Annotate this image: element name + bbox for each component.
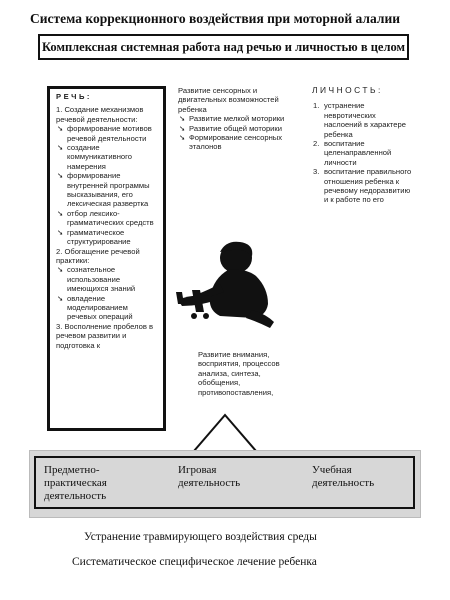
arrow-down-right-icon: ➘ bbox=[179, 133, 186, 143]
arrow-down-right-icon: ➘ bbox=[57, 143, 64, 153]
personality-block bbox=[312, 86, 412, 205]
sensory-intro: Развитие сенсорных и двигательных возможностей ребенка bbox=[178, 86, 279, 114]
stage-practical-activity: Предметно-практическая деятельность bbox=[44, 464, 107, 502]
personality-item: 2. воспитание целенаправленной личности bbox=[313, 139, 392, 167]
bottom-line-environment: Устранение травмирующего воздействия среды bbox=[84, 531, 317, 543]
sensory-motor-block bbox=[178, 86, 286, 152]
arrow-down-right-icon: ➘ bbox=[57, 208, 64, 218]
diagram-title: Система коррекционного воздействия при моторной алалии bbox=[30, 11, 401, 26]
speech-heading: РЕЧЬ: bbox=[56, 92, 92, 101]
sensory-sub-item: ➘ Развитие мелкой моторики bbox=[179, 114, 285, 124]
cognitive-development-text: Развитие внимания, восприятия, процессов анализа, синтеза, обобщения, противопоставления, bbox=[198, 350, 280, 397]
arrow-down-right-icon: ➘ bbox=[57, 227, 64, 237]
arrow-down-right-icon: ➘ bbox=[57, 293, 64, 303]
stage-game-activity: Игровая деятельность bbox=[178, 464, 241, 489]
speech-item-1: 1. Создание механизмов речевой деятельности: bbox=[56, 105, 144, 124]
arrow-down-right-icon: ➘ bbox=[57, 171, 64, 181]
speech-item-3: 3. Восполнение пробелов в речевом развитии и подготовка к bbox=[56, 321, 154, 350]
speech-box bbox=[47, 86, 166, 431]
speech-sub-item: ➘ овладение моделированием речевых операций bbox=[57, 293, 133, 322]
child-with-toy-plane-silhouette bbox=[170, 238, 278, 330]
arrow-down-right-icon: ➘ bbox=[179, 123, 186, 133]
banner-box: Комплексная системная работа над речью и личностью в целом bbox=[38, 34, 409, 60]
personality-item: 3. воспитание правильного отношения ребенка к речевому недоразвитию и к работе по его bbox=[313, 167, 412, 205]
bottom-line-treatment: Систематическое специфическое лечение ребенка bbox=[72, 556, 317, 568]
speech-sub-item: ➘ грамматическое структурирование bbox=[57, 227, 131, 247]
arrow-down-right-icon: ➘ bbox=[57, 124, 64, 134]
sensory-sub-item: ➘ Формирование сенсорных эталонов bbox=[179, 133, 283, 152]
personality-heading: ЛИЧНОСТЬ: bbox=[312, 85, 383, 95]
arrow-down-right-icon: ➘ bbox=[179, 114, 186, 124]
stage-learning-activity: Учебная деятельность bbox=[312, 464, 375, 489]
speech-sub-item: ➘ сознательное использование имеющихся знаний bbox=[57, 265, 136, 294]
speech-sub-item: ➘ формирование внутренней программы высказывания, его лексическая развертка bbox=[57, 171, 150, 209]
sensory-sub-item: ➘ Развитие общей моторики bbox=[179, 123, 282, 133]
up-arrow-icon bbox=[190, 413, 260, 453]
speech-item-2: 2. Обогащение речевой практики: bbox=[56, 246, 140, 265]
personality-item: 1. устранение невротических наслоений в характере ребенка bbox=[313, 101, 406, 139]
arrow-down-right-icon: ➘ bbox=[57, 265, 64, 275]
speech-sub-item: ➘ создание коммуникативного намерения bbox=[57, 143, 132, 171]
speech-sub-item: ➘ отбор лексико-грамматических средств bbox=[57, 208, 154, 228]
speech-sub-item: ➘ формирование мотивов речевой деятельности bbox=[57, 124, 152, 143]
